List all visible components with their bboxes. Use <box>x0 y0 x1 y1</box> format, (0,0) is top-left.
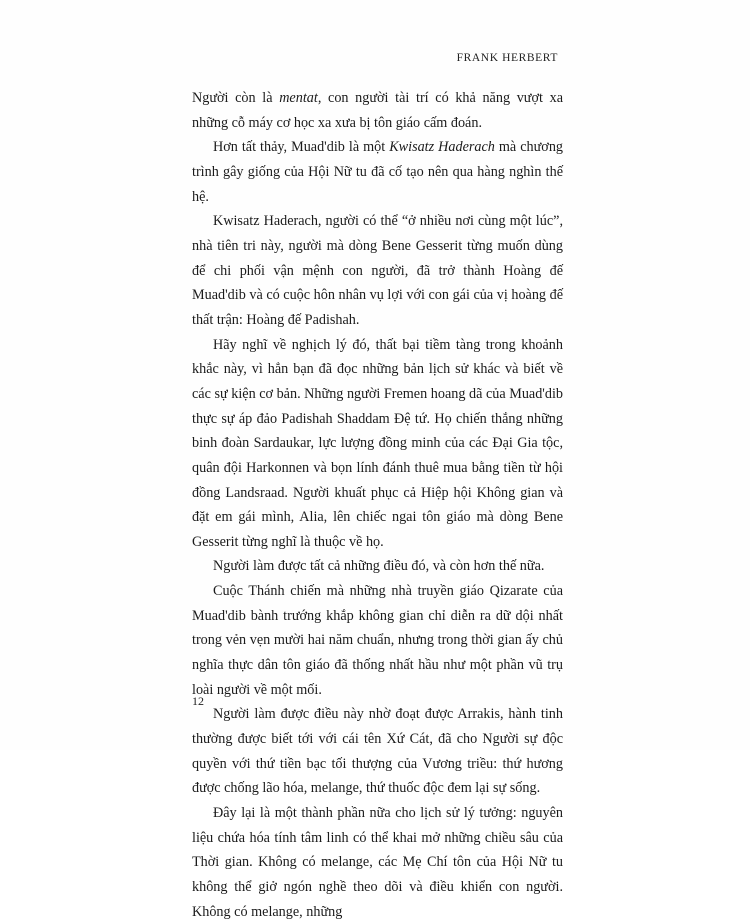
paragraph-1-post: , con người tài trí có khả năng vượt xa những cỗ máy cơ học xa xưa bị tôn giáo cấm đoán. <box>192 90 563 131</box>
paragraph-2-italic: Kwisatz Haderach <box>389 139 495 156</box>
paragraph-8: Đây lại là một thành phần nữa cho lịch sử lý tưởng: nguyên liệu chứa hóa tính tâm linh có thể khai mở những chiều sâu của Thời gian. Không có melange, các Mẹ Chí tôn của Hội Nữ tu không thể giở ngón nghề theo dõi và điều khiển con người. Không có melange, những <box>192 805 563 920</box>
paragraph-1-pre: Người còn là <box>192 90 280 106</box>
paragraph-1 <box>192 86 563 135</box>
running-header: FRANK HERBERT <box>456 52 558 64</box>
paragraph-1-italic: mentat <box>279 90 318 106</box>
page-number: 12 <box>192 694 204 708</box>
paragraph-2-pre: Hơn tất thảy, Muad'dib là một <box>213 139 390 156</box>
paragraph-2 <box>192 135 563 209</box>
paragraph-6: Cuộc Thánh chiến mà những nhà truyền giáo Qizarate của Muad'dib bành trướng khắp không gian chỉ diễn ra dữ dội nhất trong vẻn vẹn mười hai năm chuẩn, nhưng trong thời gian ấy chủ nghĩa thực dân tôn giáo đã thống nhất hầu như một phần vũ trụ loài người về một mối. <box>192 583 563 698</box>
paragraph-5: Người làm được tất cả những điều đó, và còn hơn thế nữa. <box>213 558 545 575</box>
paragraph-2-post: mà chương trình gây giống của Hội Nữ tu đã cố tạo nên qua hàng nghìn thế hệ. <box>192 139 564 205</box>
paragraph-4: Hãy nghĩ về nghịch lý đó, thất bại tiềm tàng trong khoảnh khắc này, vì hẳn bạn đã đọc những bản lịch sử khác và biết về các sự kiện cơ bản. Những người Fremen hoang dã của Muad'dib thực sự áp đảo Padishah Shaddam Đệ tứ. Họ chiến thắng những binh đoàn Sardaukar, lực lượng đồng minh của các Đại Gia tộc, quân đội Harkonnen và bọn lính đánh thuê mua bằng tiền từ hội đồng Landsraad. Người khuất phục cả Hiệp hội Không gian và đặt em gái mình, Alia, lên chiếc ngai tôn giáo mà dòng Bene Gesserit từng nghĩ là thuộc về họ. <box>192 336 563 550</box>
paragraph-7: Người làm được điều này nhờ đoạt được Arrakis, hành tinh thường được biết tới với cái tên Xứ Cát, đã cho Người sự độc quyền với thứ tiền bạc tối thượng của Vương triều: thứ hương được chống lão hóa, melange, thứ thuốc độc đem lại sự sống. <box>192 706 563 797</box>
paragraph-3: Kwisatz Haderach, người có thể “ở nhiều nơi cùng một lúc”, nhà tiên tri này, người mà dòng Bene Gesserit từng muốn dùng để chi phối vận mệnh con người, đã trở thành Hoàng đế Muad'dib và có cuộc hôn nhân vụ lợi với con gái của vị hoàng đế thất trận: Hoàng đế Padishah. <box>192 213 563 328</box>
body-text <box>192 86 563 924</box>
